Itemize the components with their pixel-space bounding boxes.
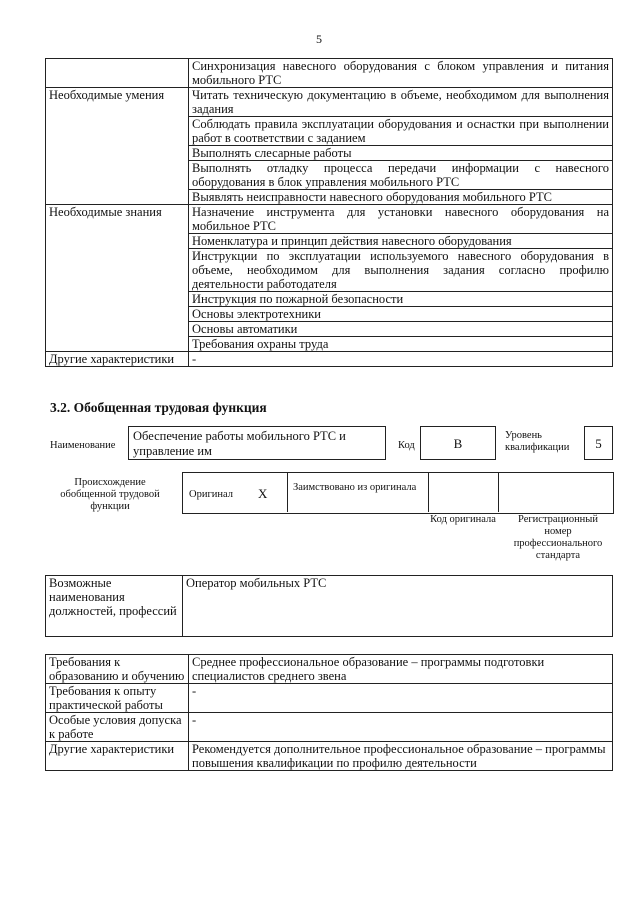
requirement-label: Другие характеристики [46,742,189,771]
borrowed-label: Заимствовано из оригинала [293,482,417,493]
knowledge-item: Требования охраны труда [189,337,613,352]
reg-number-label: Регистрационный номер профессионального стандарта [513,514,603,561]
origin-divider [498,472,499,512]
section-heading: 3.2. Обобщенная трудовая функция [50,400,267,415]
origin-label: Происхождение обобщенной трудовой функции [60,477,160,512]
skill-item: Выполнять слесарные работы [189,146,613,161]
knowledge-item: Инструкция по пожарной безопасности [189,292,613,307]
table-row [46,352,613,367]
requirement-label: Особые условия допуска к работе [46,713,189,742]
knowledge-item: Инструкции по эксплуатации используемого навесного оборудования в объеме, необходимом для выполнения задания согласно профилю деятельности работодателя [189,249,613,292]
requirement-label: Требования к образованию и обучению [46,655,189,684]
positions-table [45,575,613,637]
requirement-label: Требования к опыту практической работы [46,684,189,713]
table-row [46,713,613,742]
skill-item: Выполнять отладку процесса передачи информации с навесного оборудования в блок управления мобильного РТС [189,161,613,190]
knowledge-item: Назначение инструмента для установки навесного оборудования на мобильное РТС [189,205,613,234]
knowledge-item: Основы электротехники [189,307,613,322]
table-row [46,576,613,637]
row-label-knowledge: Необходимые знания [46,205,189,352]
name-value: Обеспечение работы мобильного РТС и управление им [133,429,346,458]
table-row [46,655,613,684]
original-label: Оригинал [189,489,233,500]
skill-item: Читать техническую документацию в объеме, необходимом для выполнения задания [189,88,613,117]
table-row [46,88,613,117]
name-label: Наименование [50,440,116,451]
requirement-value: Рекомендуется дополнительное профессиональное образование – программы повышения квалификации по профилю деятельности [189,742,613,771]
code-original-label: Код оригинала [430,514,496,525]
origin-divider [287,472,288,512]
requirement-value: - [189,684,613,713]
row-label-skills: Необходимые умения [46,88,189,205]
original-mark: X [258,486,268,501]
table-cell: Синхронизация навесного оборудования с блоком управления и питания мобильного РТС [189,59,613,88]
code-label: Код [398,440,415,451]
skills-knowledge-table [45,58,613,367]
requirements-table [45,654,613,771]
name-box [128,426,386,460]
positions-value: Оператор мобильных РТС [183,576,613,637]
code-value: B [453,436,463,451]
page-number: 5 [316,32,322,46]
table-row [46,742,613,771]
origin-divider [428,472,429,512]
skill-item: Соблюдать правила эксплуатации оборудования и оснастки при выполнении работ в соответствии с заданием [189,117,613,146]
requirement-value: Среднее профессиональное образование – программы подготовки специалистов среднего звена [189,655,613,684]
code-box [420,426,496,460]
row-label-other: Другие характеристики [46,352,189,367]
level-box [584,426,613,460]
level-value: 5 [595,436,602,451]
table-cell-empty [46,59,189,88]
other-value: - [189,352,613,367]
level-label: Уровень квалификации [505,430,570,453]
table-row [46,205,613,234]
knowledge-item: Основы автоматики [189,322,613,337]
table-row [46,59,613,88]
knowledge-item: Номенклатура и принцип действия навесного оборудования [189,234,613,249]
skill-item: Выявлять неисправности навесного оборудования мобильного РТС [189,190,613,205]
positions-label: Возможные наименования должностей, профессий [46,576,183,637]
requirement-value: - [189,713,613,742]
table-row [46,684,613,713]
